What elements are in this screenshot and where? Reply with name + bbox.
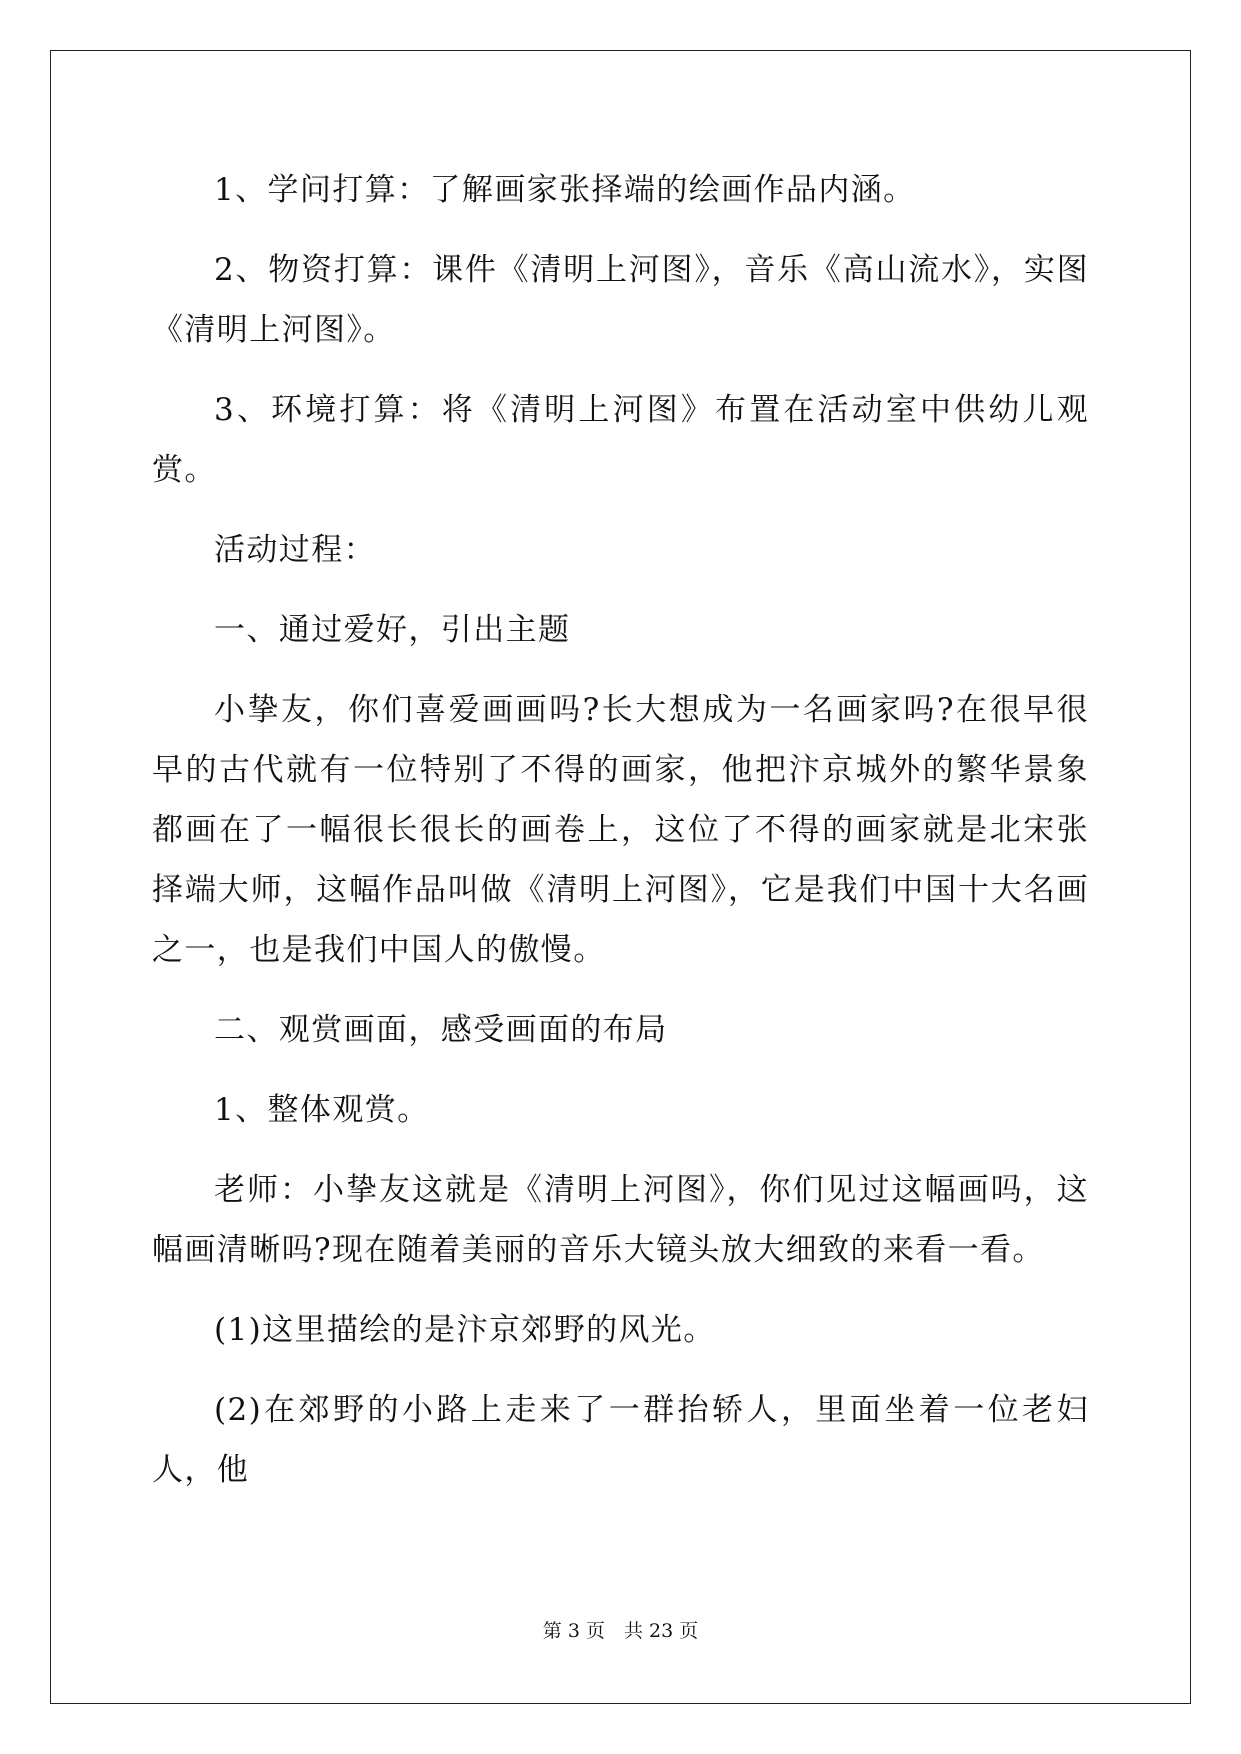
- section-label: 活动过程：: [214, 532, 376, 568]
- paragraph: 老师：小挚友这就是《清明上河图》，你们见过这幅画吗，这幅画清晰吗?现在随着美丽的音乐大镜头放大细致的来看一看。: [152, 1172, 1089, 1268]
- paragraph: (1)这里描绘的是汴京郊野的风光。: [214, 1312, 716, 1348]
- paragraph: 2、物资打算：课件《清明上河图》，音乐《高山流水》，实图《清明上河图》。: [152, 252, 1089, 348]
- paragraph: 3、环境打算：将《清明上河图》布置在活动室中供幼儿观赏。: [152, 392, 1089, 488]
- section-heading: 二、观赏画面，感受画面的布局: [214, 1012, 668, 1048]
- page-number: 第 3 页 共 23 页: [542, 1620, 699, 1642]
- section-heading: 一、通过爱好，引出主题: [214, 612, 571, 648]
- document-body: [152, 160, 1089, 1520]
- paragraph: 1、学问打算：了解画家张择端的绘画作品内涵。: [214, 172, 916, 208]
- paragraph: 小挚友，你们喜爱画画吗?长大想成为一名画家吗?在很早很早的古代就有一位特别了不得的画家，他把汴京城外的繁华景象都画在了一幅很长很长的画卷上，这位了不得的画家就是北宋张择端大师，这幅作品叫做《清明上河图》，它是我们中国十大名画之一，也是我们中国人的傲慢。: [152, 692, 1089, 968]
- paragraph: (2)在郊野的小路上走来了一群抬轿人，里面坐着一位老妇人，他: [152, 1392, 1089, 1488]
- paragraph: 1、整体观赏。: [214, 1092, 430, 1128]
